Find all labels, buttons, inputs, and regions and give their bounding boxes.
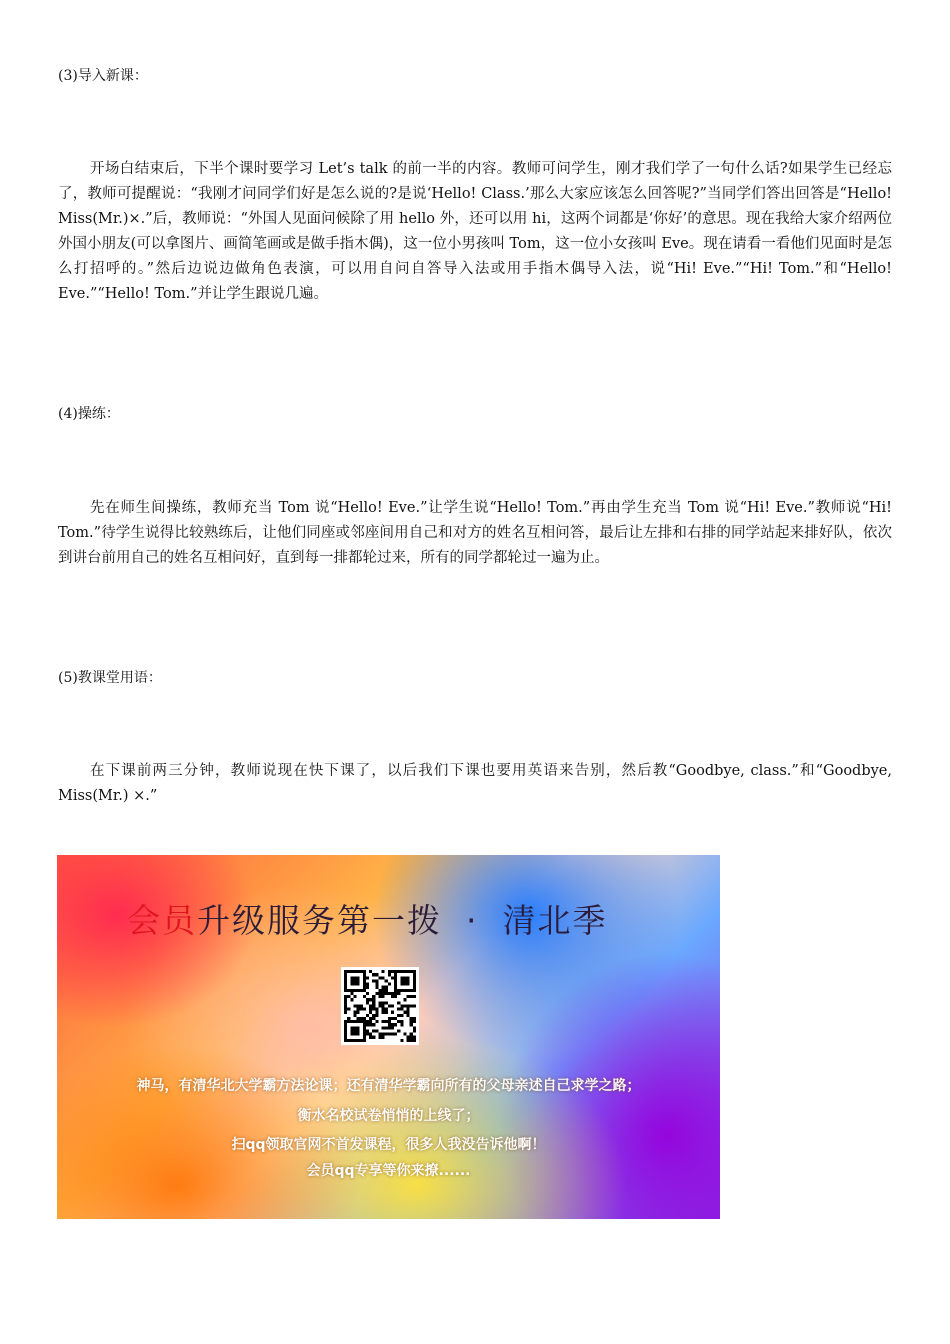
banner-line-2: 衡水名校试卷悄悄的上线了； — [297, 1108, 480, 1124]
banner-title — [127, 895, 608, 942]
section-5-heading: (5)教课堂用语： — [58, 670, 162, 686]
banner-line-1: 神马，有清华北大学霸方法论课；还有清华学霸向所有的父母亲述自己求学之路； — [136, 1078, 641, 1094]
banner-line-4: 会员qq专享等你来撩...... — [306, 1163, 471, 1179]
section-3-paragraph: 开场白结束后，下半个课时要学习 Let’s talk 的前一半的内容。教师可问学生，刚才我们学了一句什么话?如果学生已经忘了，教师可提醒说：“我刚才问同学们好是怎么说的?是说‘Hello! Class.’那么大家应该怎么回答呢?”当同学们答出回答是“Hello! Miss(Mr.)×.”后，教师说：“外国人见面问候除了用 hello 外，还可以用 hi，这两个词都是‘你好’的意思。现在我给大家介绍两位外国小朋友(可以拿图片、画简笔画或是做手指木偶)，这一位小男孩叫 Tom，这一位小女孩叫 Eve。现在请看一看他们见面时是怎么打招呼的。”然后边说边做角色表演，可以用自问自答导入法或用手指木偶导入法，说“Hi! Eve.”“Hi! Tom.”和“Hello! Eve.”“Hello! Tom.”并让学生跟说几遍。 — [58, 161, 892, 302]
banner-title-highlight: 会员 — [127, 901, 197, 940]
section-4-heading: (4)操练： — [58, 406, 120, 422]
banner-title-tail: 清北季 — [502, 901, 608, 940]
section-3-heading: (3)导入新课： — [58, 68, 148, 84]
banner-title-main: 升级服务第一拨 — [197, 901, 442, 940]
section-4-paragraph: 先在师生间操练，教师充当 Tom 说“Hello! Eve.”让学生说“Hello! Tom.”再由学生充当 Tom 说“Hi! Eve.”教师说“Hi! Tom.”待学生说得比较熟练后，让他们同座或邻座间用自己和对方的姓名互相问答，最后让左排和右排的同学站起来排好队，依次到讲台前用自己的姓名互相问好，直到每一排都轮过来，所有的同学都轮过一遍为止。 — [58, 500, 892, 566]
banner-title-dot: · — [466, 901, 479, 940]
banner-line-3: 扫qq领取官网不首发课程，很多人我没告诉他啊！ — [231, 1137, 546, 1153]
section-5-paragraph: 在下课前两三分钟，教师说现在快下课了，以后我们下课也要用英语来告别，然后教“Goodbye, class.”和“Goodbye, Miss(Mr.) ×.” — [58, 763, 892, 804]
qr-code-icon[interactable] — [341, 967, 419, 1045]
membership-promo-banner — [57, 855, 720, 1219]
